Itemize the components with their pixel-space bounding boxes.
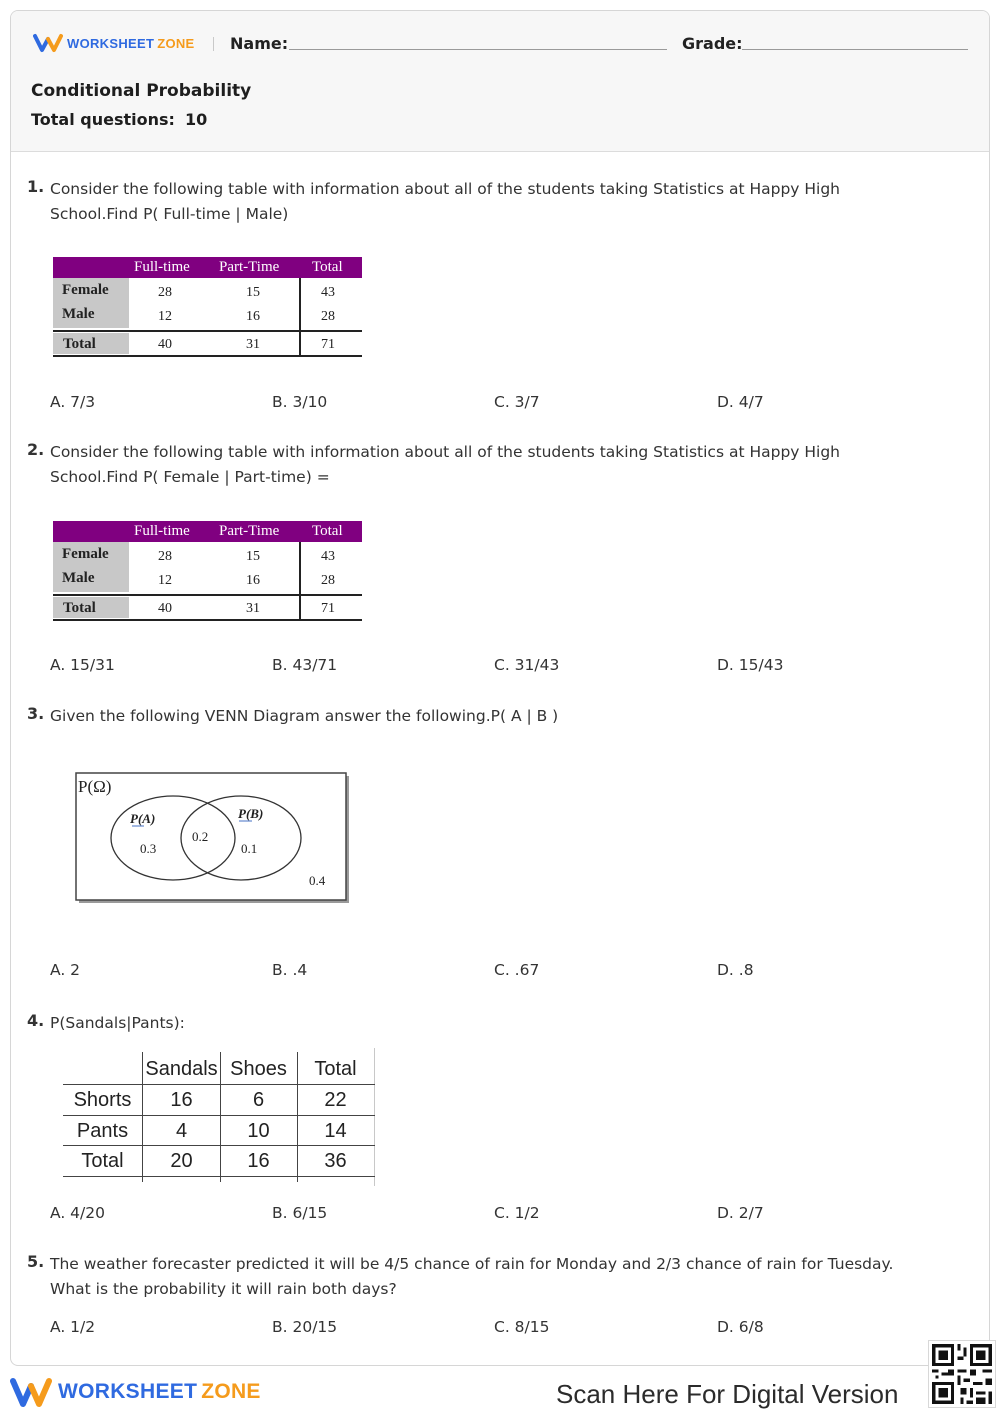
option-b[interactable]: B. 6/15 bbox=[272, 1204, 328, 1222]
total-questions-value: 10 bbox=[184, 110, 208, 129]
table-cell: 40 bbox=[158, 337, 172, 352]
table-divider bbox=[374, 1048, 375, 1186]
table-cell: 36 bbox=[324, 1150, 347, 1172]
option-d[interactable]: D. 2/7 bbox=[717, 1204, 764, 1222]
option-d[interactable]: D. .8 bbox=[717, 961, 754, 979]
col-header-sandals: Sandals bbox=[145, 1058, 218, 1080]
row-label-total: Total bbox=[81, 1150, 124, 1172]
option-a[interactable]: A. 4/20 bbox=[50, 1204, 105, 1222]
header-logo bbox=[33, 33, 195, 53]
grade-field[interactable] bbox=[742, 49, 968, 50]
question-text: Given the following VENN Diagram answer the following.P( A | B ) bbox=[50, 707, 559, 725]
table-rule bbox=[63, 1176, 375, 1177]
option-c[interactable]: C. 3/7 bbox=[494, 393, 540, 411]
option-d[interactable]: D. 4/7 bbox=[717, 393, 764, 411]
answer-options-q5 bbox=[50, 1318, 950, 1340]
clothing-table bbox=[53, 1048, 375, 1186]
table-rule bbox=[63, 1145, 375, 1146]
header-separator bbox=[213, 37, 214, 51]
table-cell: 71 bbox=[321, 337, 335, 352]
venn-label-b: P(B) bbox=[238, 806, 264, 821]
option-b[interactable]: B. 20/15 bbox=[272, 1318, 338, 1336]
logo-word-zone: ZONE bbox=[201, 1380, 261, 1403]
row-label-female: Female bbox=[62, 546, 109, 562]
total-questions bbox=[31, 110, 207, 129]
row-label-male: Male bbox=[62, 306, 95, 322]
venn-label-a: P(A) bbox=[130, 811, 156, 826]
option-a[interactable]: A. 15/31 bbox=[50, 656, 115, 674]
table-cell: 31 bbox=[246, 601, 260, 616]
footer-logo bbox=[10, 1376, 261, 1408]
question-number: 1. bbox=[27, 177, 45, 196]
option-a[interactable]: A. 2 bbox=[50, 961, 81, 979]
answer-options-q1 bbox=[50, 393, 950, 415]
logo-word-worksheet: WORKSHEET bbox=[67, 35, 155, 51]
table-rule bbox=[63, 1084, 375, 1085]
table-cell: 31 bbox=[246, 337, 260, 352]
col-header-full-time: Full-time bbox=[134, 523, 190, 539]
table-rule bbox=[53, 619, 362, 621]
col-header-total: Total bbox=[312, 259, 343, 275]
col-header-part-time: Part-Time bbox=[219, 523, 280, 539]
qr-code-graphic bbox=[929, 1341, 995, 1407]
scan-digital-version-text: Scan Here For Digital Version bbox=[556, 1379, 899, 1409]
worksheet-zone-logo-icon bbox=[10, 1376, 52, 1408]
question-text: Consider the following table with information about all of the students taking Statistics at Happy High School.Find P( Full-time | Male) bbox=[50, 180, 841, 223]
table-header-row bbox=[53, 257, 362, 278]
student-table-q2 bbox=[53, 521, 362, 623]
question-text: P(Sandals|Pants): bbox=[50, 1014, 185, 1032]
row-label-pants: Pants bbox=[76, 1120, 129, 1142]
table-cell: 43 bbox=[321, 549, 335, 564]
venn-sample-space-label: P(Ω) bbox=[78, 777, 112, 796]
table-rule bbox=[53, 330, 362, 332]
venn-value-b-only: 0.1 bbox=[241, 841, 258, 856]
table-cell: 28 bbox=[158, 285, 172, 300]
table-cell: 71 bbox=[321, 601, 335, 616]
table-cell: 16 bbox=[246, 309, 260, 324]
option-a[interactable]: A. 7/3 bbox=[50, 393, 96, 411]
table-rule bbox=[63, 1115, 375, 1116]
table-rule bbox=[53, 594, 362, 596]
answer-options-q4 bbox=[50, 1204, 950, 1226]
name-label: Name: bbox=[230, 34, 289, 53]
table-header-row bbox=[53, 521, 362, 542]
table-cell: 16 bbox=[247, 1150, 270, 1172]
table-cell: 10 bbox=[247, 1120, 270, 1142]
question-number: 4. bbox=[27, 1011, 45, 1030]
question-number: 5. bbox=[27, 1252, 45, 1271]
table-cell: 15 bbox=[246, 549, 260, 564]
venn-frame bbox=[76, 773, 346, 900]
logo-word-zone: ZONE bbox=[157, 35, 195, 51]
total-questions-label: Total questions: bbox=[31, 110, 175, 129]
table-cell: 14 bbox=[324, 1120, 347, 1142]
table-cell: 43 bbox=[321, 285, 335, 300]
table-cell: 6 bbox=[252, 1089, 265, 1111]
table-cell: 15 bbox=[246, 285, 260, 300]
name-field[interactable] bbox=[289, 49, 667, 50]
table-cell: 28 bbox=[158, 549, 172, 564]
row-label-shorts: Shorts bbox=[73, 1089, 132, 1111]
worksheet-title: Conditional Probability bbox=[31, 81, 252, 101]
table-divider bbox=[299, 542, 301, 619]
row-label-female: Female bbox=[62, 282, 109, 298]
question-number: 2. bbox=[27, 440, 45, 459]
option-d[interactable]: D. 15/43 bbox=[717, 656, 784, 674]
worksheet-zone-logo-icon bbox=[33, 33, 63, 53]
answer-options-q3 bbox=[50, 961, 950, 983]
col-header-part-time: Part-Time bbox=[219, 259, 280, 275]
grade-label: Grade: bbox=[682, 34, 743, 53]
table-cell: 20 bbox=[170, 1150, 193, 1172]
col-header-shoes: Shoes bbox=[230, 1058, 287, 1080]
venn-value-a-only: 0.3 bbox=[140, 841, 157, 856]
worksheet-header bbox=[11, 11, 989, 152]
row-label-male: Male bbox=[62, 570, 95, 586]
table-cell: 40 bbox=[158, 601, 172, 616]
col-header-total: Total bbox=[314, 1058, 357, 1080]
student-table-q1 bbox=[53, 257, 362, 359]
table-cell: 22 bbox=[324, 1089, 347, 1111]
option-c[interactable]: C. 1/2 bbox=[494, 1204, 540, 1222]
logo-word-worksheet: WORKSHEET bbox=[58, 1380, 198, 1403]
venn-value-outside: 0.4 bbox=[309, 873, 326, 888]
option-b[interactable]: B. 3/10 bbox=[272, 393, 328, 411]
question-number: 3. bbox=[27, 704, 45, 723]
option-c[interactable]: C. .67 bbox=[494, 961, 540, 979]
table-cell: 4 bbox=[175, 1120, 188, 1142]
venn-value-overlap: 0.2 bbox=[192, 829, 209, 844]
table-cell: 16 bbox=[246, 573, 260, 588]
table-cell: 12 bbox=[158, 573, 172, 588]
option-b[interactable]: B. .4 bbox=[272, 961, 308, 979]
answer-options-q2 bbox=[50, 656, 950, 678]
option-b[interactable]: B. 43/71 bbox=[272, 656, 338, 674]
option-d[interactable]: D. 6/8 bbox=[717, 1318, 764, 1336]
row-label-total: Total bbox=[63, 336, 96, 352]
option-c[interactable]: C. 31/43 bbox=[494, 656, 560, 674]
table-cell: 12 bbox=[158, 309, 172, 324]
row-label-total: Total bbox=[63, 600, 96, 616]
table-cell: 28 bbox=[321, 309, 335, 324]
table-divider bbox=[299, 278, 301, 355]
table-cell: 28 bbox=[321, 573, 335, 588]
venn-diagram bbox=[66, 772, 356, 908]
qr-code-icon[interactable] bbox=[928, 1340, 996, 1408]
question-text: The weather forecaster predicted it will be 4/5 chance of rain for Monday and 2/3 chance of rain for Tuesday. What is the probability it will rain both days? bbox=[50, 1255, 894, 1298]
question-text: Consider the following table with information about all of the students taking Statistics at Happy High School.Find P( Female | Part-time) = bbox=[50, 443, 841, 486]
table-cell: 16 bbox=[170, 1089, 193, 1111]
col-header-total: Total bbox=[312, 523, 343, 539]
option-c[interactable]: C. 8/15 bbox=[494, 1318, 550, 1336]
table-rule bbox=[53, 355, 362, 357]
option-a[interactable]: A. 1/2 bbox=[50, 1318, 96, 1336]
col-header-full-time: Full-time bbox=[134, 259, 190, 275]
